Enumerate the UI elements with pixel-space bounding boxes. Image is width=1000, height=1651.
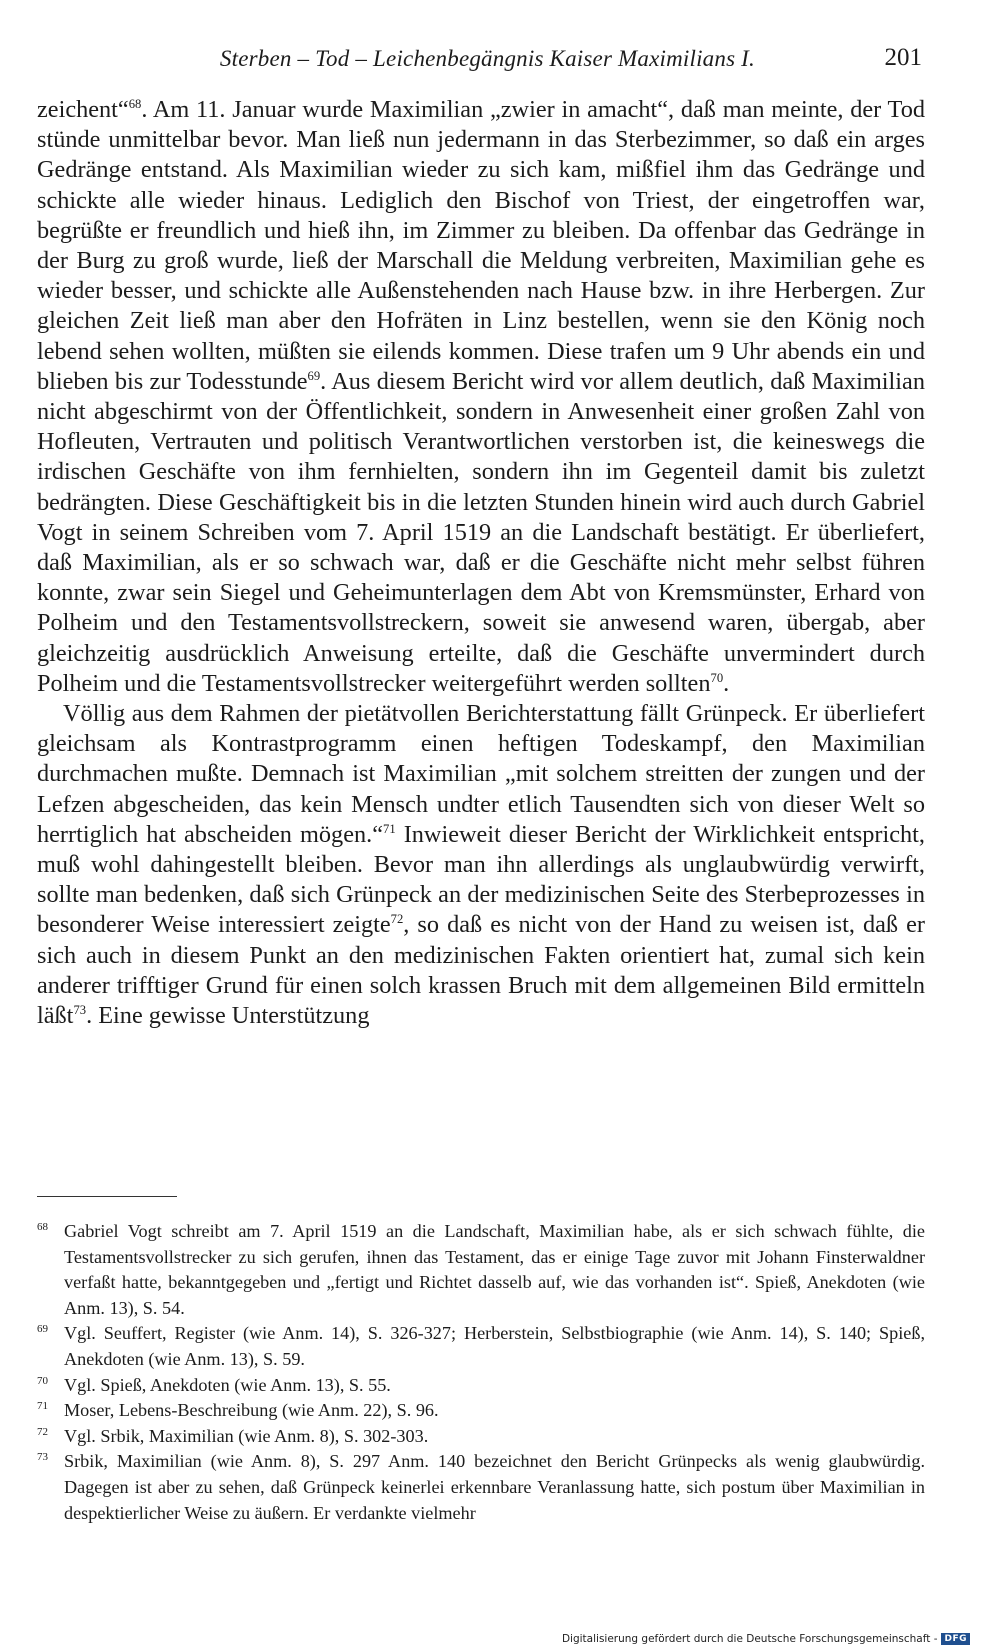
footnote-separator <box>37 1196 177 1197</box>
text-run: Inwieweit dieser Bericht der Wirklichkeit entspricht, muß wohl dahingestellt bleiben. Bevor man ihn allerdings als unglaubwürdig verwirft, sollte man bedenken, daß sich Grünpeck an der medizinischen Seite des Sterbeprozesses in besonderer Weise interessiert zeigte <box>37 820 925 939</box>
footnote <box>37 1321 925 1372</box>
footnote-text: Moser, Lebens-Beschreibung (wie Anm. 22), S. 96. <box>64 1400 439 1421</box>
footnote-text: Srbik, Maximilian (wie Anm. 8), S. 297 Anm. 140 bezeichnet den Bericht Grünpecks als wenig glaubwürdig. Dagegen ist aber zu sehen, daß Grünpeck keinerlei erkennbare Veranlassung hatte, sich postum über Maximilian in despektierlicher Weise zu äußern. Er verdankte vielmehr <box>64 1451 925 1523</box>
footnote-text: Gabriel Vogt schreibt am 7. April 1519 an die Landschaft, Maximilian habe, als er sich schwach fühlte, die Testamentsvollstrecker zu sich gerufen, ihnen das Testament, das er einige Tage zuvor mit Johann Finsterwaldner verfaßt hatte, bekanntgegeben und „fertigt und Richtet dasselb auf, wie das vorhanden ist“. Spieß, Anekdoten (wie Anm. 13), S. 54. <box>64 1221 925 1318</box>
footnote-number: 73 <box>37 1451 48 1464</box>
footnote <box>37 1424 925 1450</box>
text-run: . Am 11. Januar wurde Maximilian „zwier in amacht“, daß man meinte, der Tod stünde unmittelbar bevor. Man ließ nun jedermann in das Sterbezimmer, so daß ein arges Gedränge entstand. Als Maximilian wieder zu sich kam, mißfiel ihm das Gedränge und schickte alle wieder hinaus. Lediglich den Bischof von Triest, der eingetroffen war, begrüßte er freundlich und hieß ihn, im Zimmer zu bleiben. Da offenbar das Gedränge in der Burg zu groß wurde, ließ der Marschall die Meldung verbreiten, Maximilian gehe es wieder besser, und schickte alle Außenstehenden nach Hause bzw. in ihre Herbergen. Zur gleichen Zeit ließ man aber den Hofräten in Linz bestellen, wenn sie den König noch lebend sehen wollten, müßten sie eilends kommen. Diese trafen um 9 Uhr abends ein und blieben bis zur Todesstunde <box>37 96 925 395</box>
running-header <box>37 44 925 78</box>
text-run: . <box>723 669 730 697</box>
footnotes <box>37 1219 925 1526</box>
text-run: . Eine gewisse Unterstützung <box>86 1002 370 1030</box>
credit-text: Digitalisierung gefördert durch die Deutsche Forschungsgemeinschaft - <box>561 1633 938 1645</box>
footnote-number: 68 <box>37 1221 48 1233</box>
main-text <box>37 95 925 1031</box>
footnote-text: Vgl. Seuffert, Register (wie Anm. 14), S. 326-327; Herberstein, Selbstbiographie (wie Anm. 14), S. 140; Spieß, Anekdoten (wie Anm. 13), S. 59. <box>64 1323 925 1369</box>
footnote-reference: 73 <box>73 1003 87 1017</box>
text-run: , so daß es nicht von der Hand zu weisen ist, daß er sich auch in diesem Punkt an den medizinischen Fakten orientiert hat, zumal sich kein anderer trifftiger Grund für einen solch krassen Bruch mit dem allgemeinen Bild ermitteln läßt <box>37 911 925 1030</box>
footnote <box>37 1219 925 1321</box>
footnote-reference: 69 <box>307 368 321 383</box>
footnote <box>37 1449 925 1526</box>
running-title: Sterben – Tod – Leichenbegängnis Kaiser Maximilians I. <box>219 46 755 71</box>
footnote-reference: 71 <box>383 821 396 836</box>
footnote-text: Vgl. Srbik, Maximilian (wie Anm. 8), S. 302-303. <box>64 1425 429 1446</box>
footnote <box>37 1373 925 1399</box>
footnote-number: 69 <box>37 1323 48 1336</box>
text-run: Völlig aus dem Rahmen der pietätvollen Berichterstattung fällt Grünpeck. Er überliefert gleichsam als Kontrastprogramm einen heftigen Todeskampf, den Maximilian durchmachen mußte. Demnach ist Maximilian „mit solchem streitten der zungen und der Lefzen abgescheiden, das kein Mensch undter etlich Tausendten sich von dieser Welt so herrtiglich hat abscheiden mögen.“ <box>37 700 925 848</box>
text-run: . Aus diesem Bericht wird vor allem deutlich, daß Maximilian nicht abgeschirmt von der Öffentlichkeit, sondern in Anwesenheit einer großen Zahl von Hofleuten, Vertrauten und politisch Verantwortlichen verstorben ist, die keineswegs die irdischen Geschäfte von ihm fernhielten, sondern ihn im Gegenteil damit bis zuletzt bedrängten. Diese Geschäftigkeit bis in die letzten Stunden hinein wird auch durch Gabriel Vogt in seinem Schreiben vom 7. April 1519 an die Landschaft bestätigt. Er überliefert, daß Maximilian, als er so schwach war, daß er die Geschäfte nicht mehr selbst führen konnte, zwar sein Siegel und Geheimunterlagen dem Abt von Kremsmünster, Erhard von Polheim und den Testamentsvollstreckern, soweit sie anwesend waren, übergab, aber gleichzeitig ausdrücklich Anweisung erteilte, daß die Geschäfte unvermindert durch Polheim und die Testamentsvollstrecker weitergeführt werden sollten <box>37 367 925 697</box>
footnote-text: Vgl. Spieß, Anekdoten (wie Anm. 13), S. 55. <box>64 1374 391 1395</box>
page-number: 201 <box>884 44 922 71</box>
footnote-reference: 68 <box>128 96 142 111</box>
body-paragraph <box>37 95 925 699</box>
book-page <box>37 0 925 1620</box>
text-run: zeichent“ <box>37 96 129 123</box>
footnote <box>37 1398 925 1424</box>
dfg-logo: DFG <box>941 1633 970 1645</box>
footnote-number: 70 <box>37 1374 48 1387</box>
body-paragraph <box>37 699 925 1031</box>
footnote-number: 71 <box>37 1400 48 1413</box>
footnote-reference: 70 <box>710 670 724 685</box>
footnote-reference: 72 <box>390 912 404 927</box>
footnote-number: 72 <box>37 1425 48 1438</box>
digitization-credit <box>562 1633 970 1645</box>
